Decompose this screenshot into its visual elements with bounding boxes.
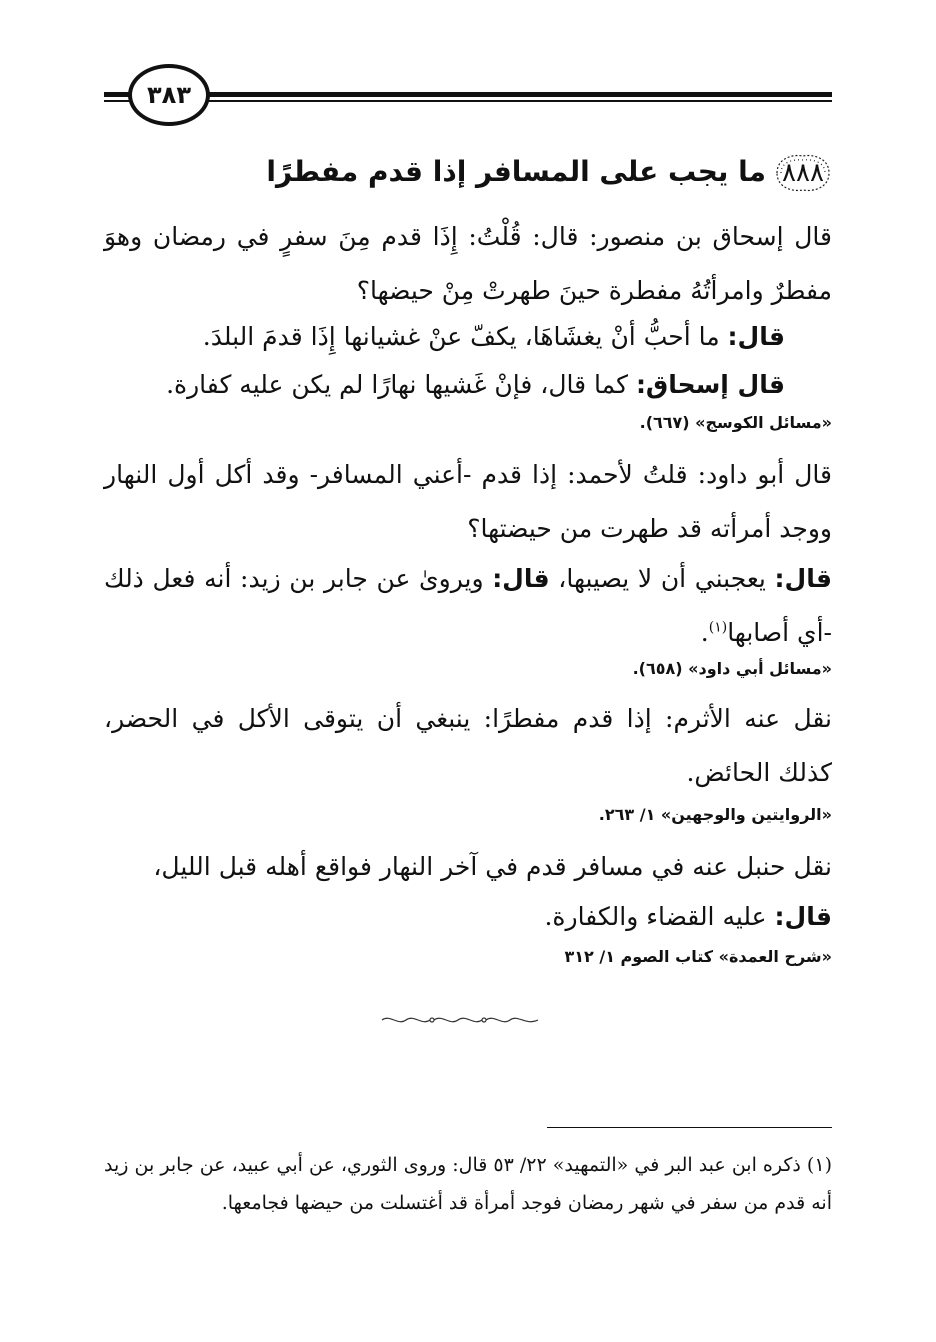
paragraph-5-text-a: يعجبني أن لا يصيبها، [549, 564, 775, 593]
paragraph-3 [150, 358, 785, 412]
section-number-text: ٨٨٨ [782, 158, 824, 188]
header-rule-thick [104, 92, 832, 97]
header-rule-thin [104, 100, 832, 102]
page-number: ٣٨٣ [128, 64, 210, 126]
source-citation-3: «الروايتين والوجهين» ١/ ٢٦٣. [598, 805, 832, 824]
speaker-label: قال: [727, 322, 785, 351]
footnote-marker[interactable]: (١) [708, 619, 728, 636]
source-citation-4: «شرح العمدة» كتاب الصوم ١/ ٣١٢ [564, 947, 832, 966]
paragraph-2-text: ما أحبُّ أنْ يغشَاهَا، يكفّ عنْ غشيانها إِذَا قدمَ البلدَ. [202, 322, 728, 351]
paragraph-2 [150, 310, 785, 364]
speaker-label: قال: [774, 902, 832, 931]
footnote-rule [547, 1127, 832, 1128]
paragraph-5-text-b: ويروىٰ عن جابر بن زيد: أنه فعل ذلك -أي أصابها [104, 564, 832, 647]
section-end-ornament-icon [380, 1012, 540, 1028]
section-number [773, 150, 833, 196]
source-citation-1: «مسائل الكوسج» (٦٦٧). [639, 413, 832, 432]
footnote-1: (١) ذكره ابن عبد البر في «التمهيد» ٢٢/ ٥٣ قال: وروى الثوري، عن أبي عبيد، عن جابر بن زيد أنه قدم من سفر في شهر رمضان فوجد أمرأة قد أغتسلت من حيضها فجامعها. [104, 1154, 832, 1214]
paragraph-8-text: عليه القضاء والكفارة. [544, 902, 775, 931]
paragraph-3-text: كما قال، فإنْ غَشيها نهارًا لم يكن عليه كفارة. [166, 370, 636, 399]
speaker-label: قال إسحاق: [635, 370, 785, 399]
section-title: ما يجب على المسافر إذا قدم مفطرًا [266, 155, 766, 188]
paragraph-4: قال أبو داود: قلتُ لأحمد: إذا قدم -أعني المسافر- وقد أكل أول النهار ووجد أمرأته قد طهرت من حيضتها؟ [104, 460, 832, 543]
paragraph-1: قال إسحاق بن منصور: قال: قُلْتُ: إِذَا قدم مِنَ سفرٍ في رمضان وهوَ مفطرٌ وامرأتُهُ مفطرة حينَ طهرتْ مِنْ حيضها؟ [104, 222, 832, 305]
paragraph-8 [104, 890, 832, 944]
source-citation-2: «مسائل أبي داود» (٦٥٨). [632, 659, 832, 678]
paragraph-7: نقل حنبل عنه في مسافر قدم في آخر النهار فواقع أهله قبل الليل، [153, 852, 832, 881]
paragraph-5 [104, 552, 832, 660]
paragraph-5-end: . [700, 618, 709, 647]
speaker-label: قال: [492, 564, 550, 593]
paragraph-6: نقل عنه الأثرم: إذا قدم مفطرًا: ينبغي أن يتوقى الأكل في الحضر، كذلك الحائض. [104, 704, 832, 787]
speaker-label: قال: [774, 564, 832, 593]
